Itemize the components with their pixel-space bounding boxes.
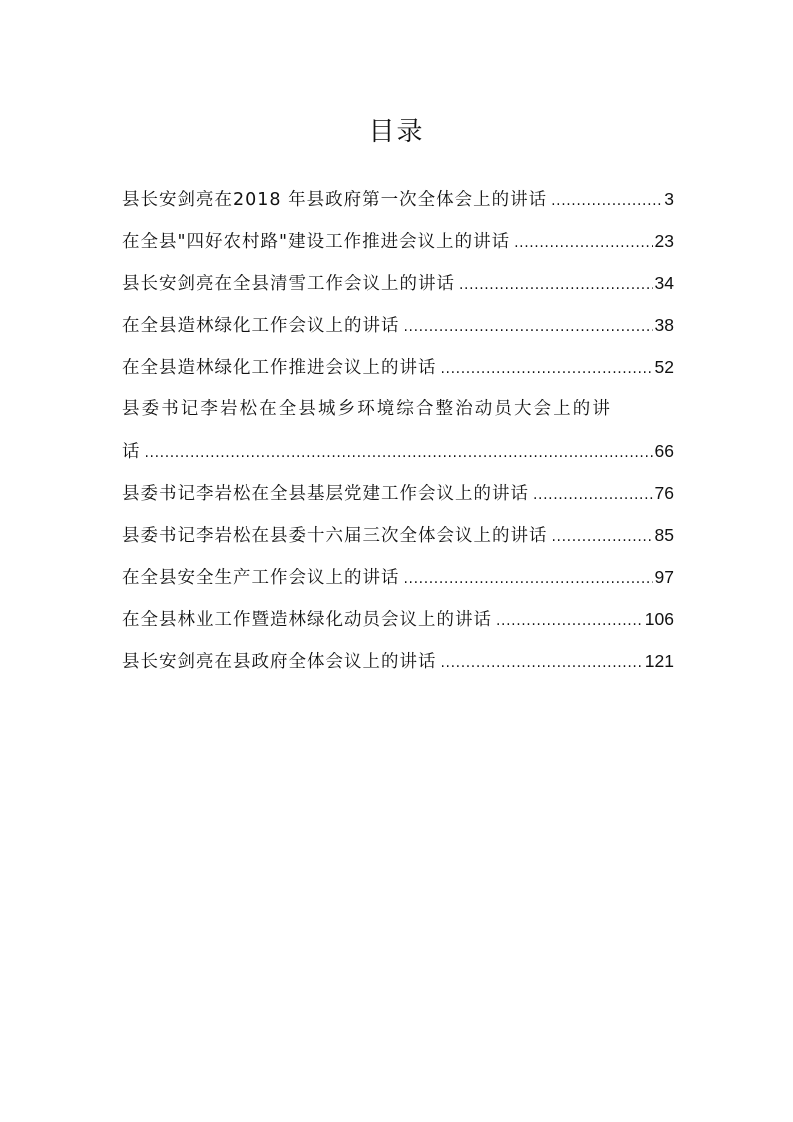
toc-entry-page: 52 [654, 357, 674, 377]
toc-dot-leader [551, 180, 662, 222]
toc-entry-label: 县委书记李岩松在全县基层党建工作会议上的讲话 [122, 484, 529, 504]
toc-dot-leader [459, 264, 653, 306]
toc-entry-page: 97 [654, 567, 674, 587]
toc-entry-label: 话 [122, 442, 141, 462]
toc-entry-page: 76 [654, 483, 674, 503]
toc-entry[interactable] [122, 472, 674, 514]
toc-dot-leader [552, 516, 653, 558]
toc-dot-leader [533, 474, 653, 516]
toc-entry[interactable] [122, 514, 674, 556]
toc-entry[interactable] [122, 178, 674, 220]
toc-dot-leader [404, 306, 653, 348]
toc-entry-page: 85 [654, 525, 674, 545]
toc-entry[interactable] [122, 598, 674, 640]
toc-entry-label: 县长安剑亮在2018 年县政府第一次全体会上的讲话 [122, 190, 548, 210]
toc-entry-page: 121 [644, 651, 674, 671]
toc-dot-leader [441, 348, 653, 390]
toc-entry-label: 在全县"四好农村路"建设工作推进会议上的讲话 [122, 232, 511, 252]
toc-dot-leader [514, 222, 652, 264]
toc-entry[interactable] [122, 262, 674, 304]
toc-entry-page: 23 [654, 231, 674, 251]
toc-entry-label: 在全县造林绿化工作推进会议上的讲话 [122, 358, 437, 378]
toc-entry-wrapped-line2[interactable] [122, 430, 674, 472]
toc-entry-label: 在全县林业工作暨造林绿化动员会议上的讲话 [122, 610, 492, 630]
toc-entry[interactable] [122, 304, 674, 346]
toc-entry-label: 县委书记李岩松在全县城乡环境综合整治动员大会上的讲 [122, 399, 612, 419]
toc-dot-leader [496, 600, 643, 642]
toc-entry-label: 在全县安全生产工作会议上的讲话 [122, 568, 400, 588]
toc-dot-leader [145, 432, 653, 474]
toc-list [122, 178, 674, 682]
toc-entry-label: 县委书记李岩松在县委十六届三次全体会议上的讲话 [122, 526, 548, 546]
toc-entry-wrapped-line1[interactable] [122, 388, 674, 430]
toc-entry[interactable] [122, 640, 674, 682]
toc-entry-label: 在全县造林绿化工作会议上的讲话 [122, 316, 400, 336]
toc-dot-leader [404, 558, 653, 600]
toc-entry[interactable] [122, 220, 674, 262]
toc-entry-label: 县长安剑亮在县政府全体会议上的讲话 [122, 652, 437, 672]
toc-entry-page: 34 [654, 273, 674, 293]
toc-entry-page: 38 [654, 315, 674, 335]
toc-entry-page: 3 [664, 189, 674, 209]
toc-entry-page: 106 [644, 609, 674, 629]
toc-entry-label: 县长安剑亮在全县清雪工作会议上的讲话 [122, 274, 455, 294]
toc-dot-leader [441, 642, 643, 684]
toc-entry[interactable] [122, 556, 674, 598]
toc-title: 目录 [368, 117, 425, 147]
toc-entry-page: 66 [654, 441, 674, 461]
toc-entry[interactable] [122, 346, 674, 388]
